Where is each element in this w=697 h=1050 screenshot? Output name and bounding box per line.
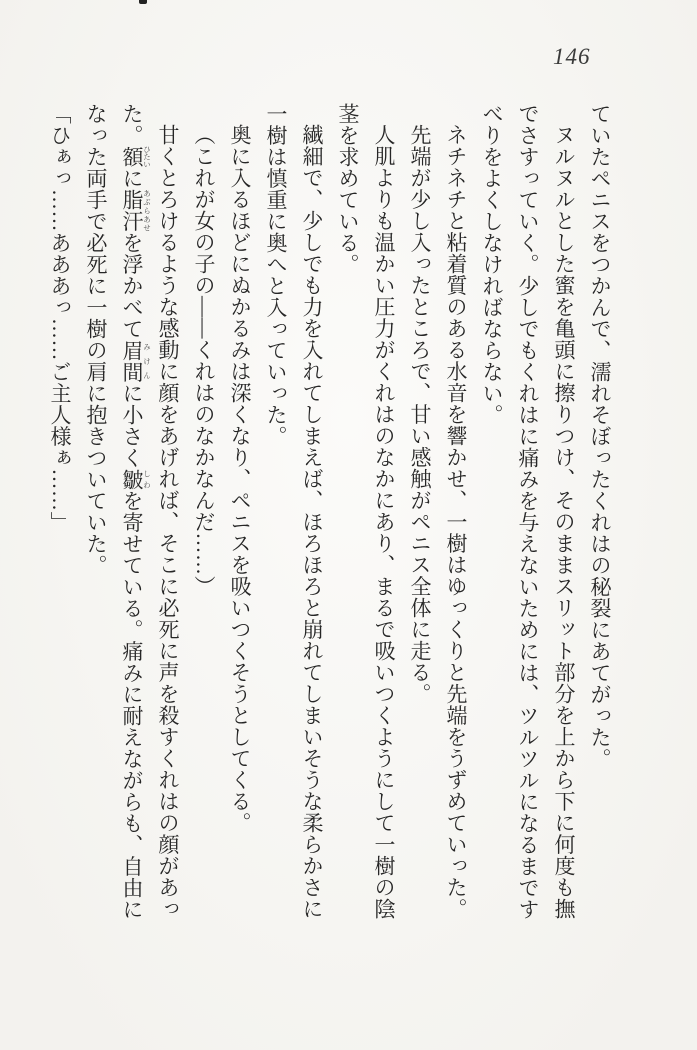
furigana: 脂汗あぶらあせ xyxy=(120,189,152,232)
paragraph: 繊細で、少しでも力を入れてしまえば、ほろほろと崩れてしまいそうな柔らかさに一樹は慎重に奥へと入っていった。 xyxy=(264,103,324,920)
paragraph: （これが女の子の――くれはのなかなんだ……） xyxy=(192,124,216,597)
paragraph: 人肌よりも温かい圧力がくれはのなかにあり、まるで吸いつくようにして一樹の陰茎を求めている。 xyxy=(336,103,396,920)
furigana: 額ひたい xyxy=(120,145,152,168)
paragraph: 「ひぁっ……あああっ……ご主人様ぁ……」 xyxy=(48,103,72,533)
paragraph: 甘くとろけるような感動に顔をあげれば、そこに必死に声を殺すくれはの顔があった。額ひたいに脂汗あぶらあせを浮かべて眉間みけんに小さく皺しわを寄せている。痛みに耐えながらも、自由になった両手で必死に一樹の肩に抱きついていた。 xyxy=(84,103,180,920)
paragraph: ていたペニスをつかんで、濡れそぼったくれはの秘裂にあてがった。 xyxy=(588,103,612,770)
furigana: 眉間みけん xyxy=(120,339,152,383)
paragraph: 奥に入るほどにぬかるみは深くなり、ペニスを吸いつくそうとしてくる。 xyxy=(228,124,252,834)
paragraph: 先端が少し入ったところで、甘い感触がペニス全体に走る。 xyxy=(408,124,432,705)
print-artifact xyxy=(139,0,147,4)
paragraph: ネチネチと粘着質のある水音を響かせ、一樹はゆっくりと先端をうずめていった。 xyxy=(444,124,468,920)
furigana: 皺しわ xyxy=(120,468,152,490)
paragraph: ヌルヌルとした蜜を亀頭に擦りつけ、そのままスリット部分を上から下に何度も撫でさすっていく。少しでもくれはに痛みを与えないためには、ツルツルになるまですべりをよくしなければならない。 xyxy=(480,103,576,920)
body-text xyxy=(42,103,618,937)
page-number: 146 xyxy=(553,44,591,69)
